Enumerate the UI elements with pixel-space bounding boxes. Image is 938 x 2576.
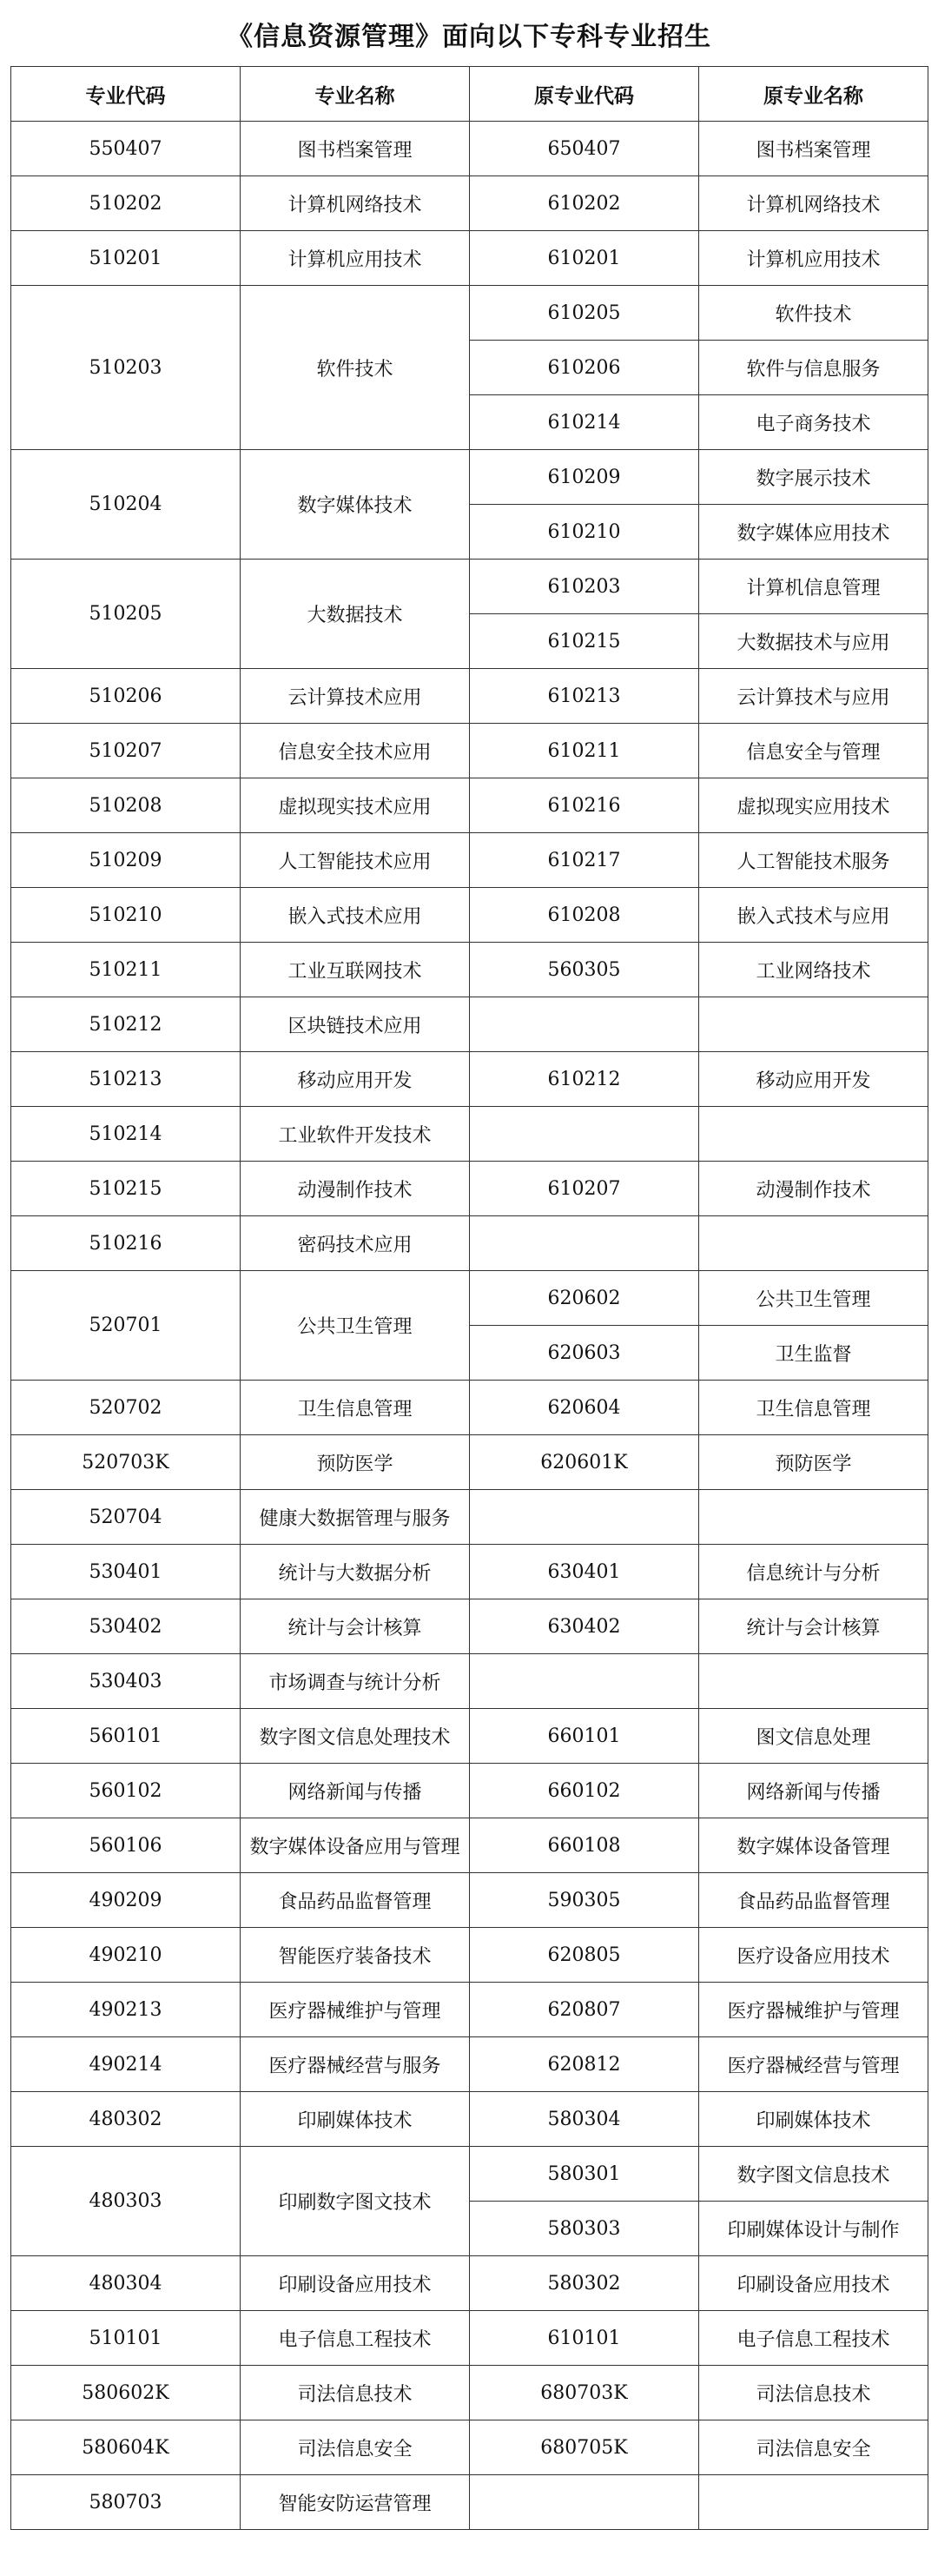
major-code-cell: 530401 (11, 1545, 241, 1599)
major-name-cell: 市场调查与统计分析 (241, 1654, 470, 1709)
table-row (11, 943, 928, 997)
major-code-cell: 510208 (11, 778, 241, 833)
table-row (11, 1107, 928, 1162)
table-row (11, 1983, 928, 2037)
major-name-cell: 司法信息安全 (241, 2420, 470, 2475)
major-name-cell: 卫生信息管理 (241, 1381, 470, 1435)
major-code-cell: 560101 (11, 1709, 241, 1764)
major-name-cell: 印刷数字图文技术 (241, 2147, 470, 2256)
original-code-cell: 610101 (470, 2311, 699, 2366)
table-row (11, 1490, 928, 1545)
major-code-cell: 530403 (11, 1654, 241, 1709)
major-code-cell: 520703K (11, 1435, 241, 1490)
original-name-cell: 大数据技术与应用 (699, 614, 928, 669)
table-row (11, 1381, 928, 1435)
table-row (11, 1873, 928, 1928)
table-row (11, 888, 928, 943)
major-name-cell: 健康大数据管理与服务 (241, 1490, 470, 1545)
table-row (11, 833, 928, 888)
major-mapping-table (10, 66, 928, 2530)
original-name-cell: 虚拟现实应用技术 (699, 778, 928, 833)
original-name-cell: 嵌入式技术与应用 (699, 888, 928, 943)
original-code-cell: 610208 (470, 888, 699, 943)
table-row (11, 2037, 928, 2092)
table-row (11, 1654, 928, 1709)
major-code-cell: 510209 (11, 833, 241, 888)
original-name-cell: 统计与会计核算 (699, 1599, 928, 1654)
original-code-cell: 610205 (470, 286, 699, 341)
original-code-cell: 610210 (470, 505, 699, 560)
original-name-cell (699, 2475, 928, 2530)
original-code-cell: 660101 (470, 1709, 699, 1764)
original-name-cell: 网络新闻与传播 (699, 1764, 928, 1818)
original-code-cell: 610217 (470, 833, 699, 888)
original-name-cell (699, 997, 928, 1052)
major-name-cell: 区块链技术应用 (241, 997, 470, 1052)
original-name-cell (699, 1654, 928, 1709)
table-row (11, 286, 928, 341)
original-name-cell: 印刷媒体技术 (699, 2092, 928, 2147)
table-row (11, 1818, 928, 1873)
major-name-cell: 信息安全技术应用 (241, 724, 470, 778)
original-name-cell: 云计算技术与应用 (699, 669, 928, 724)
major-name-cell: 密码技术应用 (241, 1216, 470, 1271)
original-name-cell: 动漫制作技术 (699, 1162, 928, 1216)
original-name-cell (699, 1490, 928, 1545)
major-code-cell: 490213 (11, 1983, 241, 2037)
table-row (11, 2256, 928, 2311)
header-original-name: 原专业名称 (699, 67, 928, 122)
table-row (11, 2475, 928, 2530)
original-name-cell: 计算机网络技术 (699, 176, 928, 231)
original-code-cell: 610206 (470, 341, 699, 395)
original-code-cell: 680703K (470, 2366, 699, 2420)
table-row (11, 2092, 928, 2147)
original-code-cell: 580304 (470, 2092, 699, 2147)
table-row (11, 2311, 928, 2366)
original-code-cell (470, 1216, 699, 1271)
table-row (11, 997, 928, 1052)
original-name-cell (699, 1107, 928, 1162)
table-row (11, 560, 928, 614)
original-code-cell: 620604 (470, 1381, 699, 1435)
original-code-cell: 580303 (470, 2202, 699, 2256)
header-code: 专业代码 (11, 67, 241, 122)
original-name-cell: 信息统计与分析 (699, 1545, 928, 1599)
major-code-cell: 510201 (11, 231, 241, 286)
table-row (11, 724, 928, 778)
major-name-cell: 计算机应用技术 (241, 231, 470, 286)
major-code-cell: 510207 (11, 724, 241, 778)
original-name-cell: 软件与信息服务 (699, 341, 928, 395)
major-name-cell: 数字图文信息处理技术 (241, 1709, 470, 1764)
original-name-cell: 医疗设备应用技术 (699, 1928, 928, 1983)
major-code-cell: 480303 (11, 2147, 241, 2256)
major-code-cell: 520704 (11, 1490, 241, 1545)
table-row (11, 1271, 928, 1326)
table-row (11, 1928, 928, 1983)
major-name-cell: 云计算技术应用 (241, 669, 470, 724)
original-name-cell: 食品药品监督管理 (699, 1873, 928, 1928)
major-name-cell: 嵌入式技术应用 (241, 888, 470, 943)
original-code-cell: 620603 (470, 1326, 699, 1381)
table-body (11, 122, 928, 2530)
original-code-cell (470, 1107, 699, 1162)
original-code-cell: 610211 (470, 724, 699, 778)
table-row (11, 1545, 928, 1599)
header-original-code: 原专业代码 (470, 67, 699, 122)
original-name-cell: 医疗器械维护与管理 (699, 1983, 928, 2037)
major-name-cell: 医疗器械经营与服务 (241, 2037, 470, 2092)
original-code-cell: 610213 (470, 669, 699, 724)
major-code-cell: 520702 (11, 1381, 241, 1435)
major-name-cell: 印刷设备应用技术 (241, 2256, 470, 2311)
major-code-cell: 480304 (11, 2256, 241, 2311)
original-code-cell (470, 2475, 699, 2530)
major-code-cell: 490209 (11, 1873, 241, 1928)
major-code-cell: 510205 (11, 560, 241, 669)
original-name-cell: 图文信息处理 (699, 1709, 928, 1764)
major-name-cell: 电子信息工程技术 (241, 2311, 470, 2366)
original-code-cell: 610209 (470, 450, 699, 505)
original-name-cell: 软件技术 (699, 286, 928, 341)
table-row (11, 1764, 928, 1818)
original-code-cell: 620812 (470, 2037, 699, 2092)
original-code-cell: 620601K (470, 1435, 699, 1490)
original-name-cell: 卫生监督 (699, 1326, 928, 1381)
original-code-cell (470, 1490, 699, 1545)
original-code-cell: 580301 (470, 2147, 699, 2202)
header-name: 专业名称 (241, 67, 470, 122)
original-code-cell: 610202 (470, 176, 699, 231)
original-name-cell: 数字媒体应用技术 (699, 505, 928, 560)
major-name-cell: 统计与会计核算 (241, 1599, 470, 1654)
major-name-cell: 医疗器械维护与管理 (241, 1983, 470, 2037)
major-name-cell: 人工智能技术应用 (241, 833, 470, 888)
original-code-cell: 620807 (470, 1983, 699, 2037)
table-row (11, 231, 928, 286)
original-code-cell: 610207 (470, 1162, 699, 1216)
original-name-cell: 预防医学 (699, 1435, 928, 1490)
original-code-cell: 650407 (470, 122, 699, 176)
original-name-cell: 公共卫生管理 (699, 1271, 928, 1326)
major-name-cell: 动漫制作技术 (241, 1162, 470, 1216)
major-code-cell: 490214 (11, 2037, 241, 2092)
major-code-cell: 580602K (11, 2366, 241, 2420)
table-row (11, 669, 928, 724)
original-name-cell: 数字图文信息技术 (699, 2147, 928, 2202)
major-code-cell: 560102 (11, 1764, 241, 1818)
major-code-cell: 510204 (11, 450, 241, 560)
major-name-cell: 司法信息技术 (241, 2366, 470, 2420)
major-name-cell: 智能医疗装备技术 (241, 1928, 470, 1983)
original-name-cell: 电子商务技术 (699, 395, 928, 450)
major-code-cell: 510212 (11, 997, 241, 1052)
original-name-cell: 卫生信息管理 (699, 1381, 928, 1435)
original-code-cell (470, 997, 699, 1052)
original-code-cell: 620602 (470, 1271, 699, 1326)
major-name-cell: 统计与大数据分析 (241, 1545, 470, 1599)
major-name-cell: 软件技术 (241, 286, 470, 450)
original-name-cell: 工业网络技术 (699, 943, 928, 997)
major-name-cell: 工业软件开发技术 (241, 1107, 470, 1162)
major-name-cell: 智能安防运营管理 (241, 2475, 470, 2530)
major-code-cell: 480302 (11, 2092, 241, 2147)
original-code-cell (470, 1654, 699, 1709)
original-code-cell: 610201 (470, 231, 699, 286)
major-name-cell: 网络新闻与传播 (241, 1764, 470, 1818)
original-name-cell: 司法信息技术 (699, 2366, 928, 2420)
page-title: 《信息资源管理》面向以下专科专业招生 (227, 22, 711, 52)
original-code-cell: 660108 (470, 1818, 699, 1873)
major-code-cell: 510216 (11, 1216, 241, 1271)
major-name-cell: 虚拟现实技术应用 (241, 778, 470, 833)
original-name-cell: 数字展示技术 (699, 450, 928, 505)
original-code-cell: 680705K (470, 2420, 699, 2475)
original-code-cell: 660102 (470, 1764, 699, 1818)
table-row (11, 122, 928, 176)
original-name-cell: 数字媒体设备管理 (699, 1818, 928, 1873)
major-code-cell: 510210 (11, 888, 241, 943)
major-code-cell: 560106 (11, 1818, 241, 1873)
major-name-cell: 数字媒体技术 (241, 450, 470, 560)
table-row (11, 2366, 928, 2420)
major-name-cell: 数字媒体设备应用与管理 (241, 1818, 470, 1873)
major-name-cell: 公共卫生管理 (241, 1271, 470, 1381)
table-row (11, 2147, 928, 2202)
original-name-cell: 印刷媒体设计与制作 (699, 2202, 928, 2256)
original-name-cell: 印刷设备应用技术 (699, 2256, 928, 2311)
table-row (11, 1052, 928, 1107)
table-row (11, 1709, 928, 1764)
major-name-cell: 计算机网络技术 (241, 176, 470, 231)
original-code-cell: 610214 (470, 395, 699, 450)
major-code-cell: 550407 (11, 122, 241, 176)
original-code-cell: 590305 (470, 1873, 699, 1928)
major-name-cell: 大数据技术 (241, 560, 470, 669)
major-name-cell: 图书档案管理 (241, 122, 470, 176)
original-name-cell: 移动应用开发 (699, 1052, 928, 1107)
original-code-cell: 580302 (470, 2256, 699, 2311)
original-name-cell: 信息安全与管理 (699, 724, 928, 778)
table-row (11, 1216, 928, 1271)
table-row (11, 1599, 928, 1654)
major-name-cell: 工业互联网技术 (241, 943, 470, 997)
major-code-cell: 510202 (11, 176, 241, 231)
original-code-cell: 560305 (470, 943, 699, 997)
major-code-cell: 580604K (11, 2420, 241, 2475)
major-name-cell: 预防医学 (241, 1435, 470, 1490)
table-row (11, 2420, 928, 2475)
major-code-cell: 510213 (11, 1052, 241, 1107)
major-name-cell: 食品药品监督管理 (241, 1873, 470, 1928)
major-code-cell: 580703 (11, 2475, 241, 2530)
major-name-cell: 移动应用开发 (241, 1052, 470, 1107)
major-code-cell: 530402 (11, 1599, 241, 1654)
original-name-cell: 人工智能技术服务 (699, 833, 928, 888)
original-code-cell: 620805 (470, 1928, 699, 1983)
major-code-cell: 510215 (11, 1162, 241, 1216)
original-name-cell: 计算机应用技术 (699, 231, 928, 286)
table-header-row (11, 67, 928, 122)
original-code-cell: 630402 (470, 1599, 699, 1654)
original-code-cell: 610216 (470, 778, 699, 833)
major-code-cell: 510206 (11, 669, 241, 724)
major-code-cell: 520701 (11, 1271, 241, 1381)
original-code-cell: 610215 (470, 614, 699, 669)
major-code-cell: 510203 (11, 286, 241, 450)
major-code-cell: 510101 (11, 2311, 241, 2366)
original-name-cell: 图书档案管理 (699, 122, 928, 176)
table-row (11, 450, 928, 505)
table-row (11, 1162, 928, 1216)
original-name-cell: 司法信息安全 (699, 2420, 928, 2475)
major-code-cell: 510214 (11, 1107, 241, 1162)
original-name-cell: 电子信息工程技术 (699, 2311, 928, 2366)
original-name-cell: 计算机信息管理 (699, 560, 928, 614)
original-code-cell: 630401 (470, 1545, 699, 1599)
major-name-cell: 印刷媒体技术 (241, 2092, 470, 2147)
table-row (11, 778, 928, 833)
original-code-cell: 610203 (470, 560, 699, 614)
table-row (11, 176, 928, 231)
original-name-cell (699, 1216, 928, 1271)
major-code-cell: 490210 (11, 1928, 241, 1983)
major-code-cell: 510211 (11, 943, 241, 997)
original-name-cell: 医疗器械经营与管理 (699, 2037, 928, 2092)
table-row (11, 1435, 928, 1490)
original-code-cell: 610212 (470, 1052, 699, 1107)
